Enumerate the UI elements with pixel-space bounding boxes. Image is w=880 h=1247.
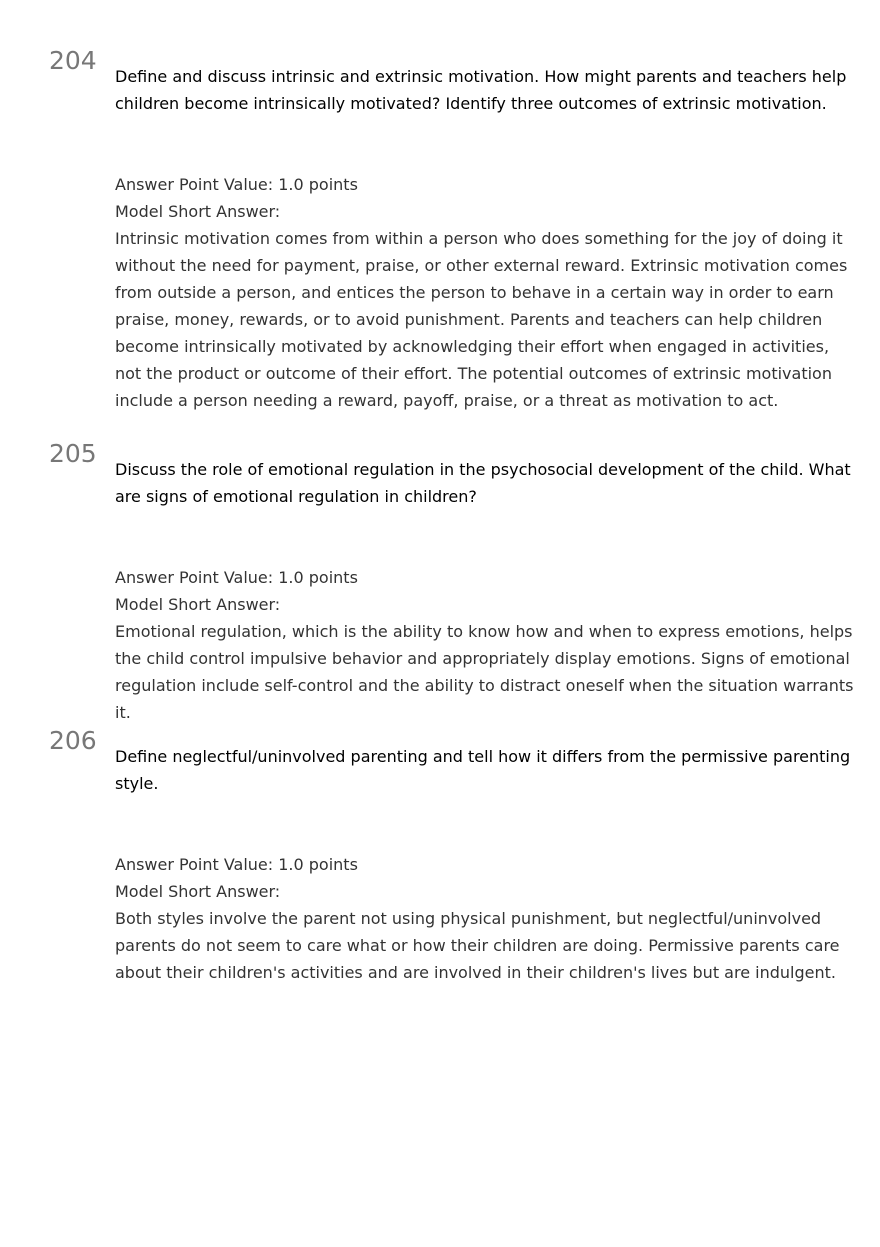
model-short-answer-text: Emotional regulation, which is the ability to know how and when to express emotions, helps the child control impulsive behavior and appropriately display emotions. Signs of emotional regulation include self-control and the ability to distract oneself when the situation warrants it. xyxy=(115,622,854,722)
question-body xyxy=(115,63,855,414)
model-short-answer-text: Intrinsic motivation comes from within a person who does something for the joy of doing it without the need for payment, praise, or other external reward. Extrinsic motivation comes from outside a person, and entices the person to behave in a certain way in order to earn praise, money, rewards, or to avoid punishment. Parents and teachers can help children become intrinsically motivated by acknowledging their effort when engaged in activities, not the product or outcome of their effort. The potential outcomes of extrinsic motivation include a person needing a reward, payoff, praise, or a threat as motivation to act. xyxy=(115,229,848,410)
question-text: Define and discuss intrinsic and extrinsic motivation. How might parents and teachers help children become intrinsically motivated? Identify three outcomes of extrinsic motivation. xyxy=(115,67,847,113)
model-short-answer-text: Both styles involve the parent not using physical punishment, but neglectful/uninvolved parents do not seem to care what or how their children are doing. Permissive parents care about their children's activities and are involved in their children's lives but are indulgent. xyxy=(115,909,840,982)
question-number: 206 xyxy=(49,726,97,755)
answer-point-value: Answer Point Value: 1.0 points xyxy=(115,175,358,194)
answer-point-value: Answer Point Value: 1.0 points xyxy=(115,568,358,587)
answer-block xyxy=(115,564,855,726)
answer-block xyxy=(115,851,855,986)
question-number: 205 xyxy=(49,439,97,468)
question-number: 204 xyxy=(49,46,97,75)
model-short-answer-label: Model Short Answer: xyxy=(115,882,281,901)
answer-point-value: Answer Point Value: 1.0 points xyxy=(115,855,358,874)
question-text: Discuss the role of emotional regulation in the psychosocial development of the child. What are signs of emotional regulation in children? xyxy=(115,460,851,506)
model-short-answer-label: Model Short Answer: xyxy=(115,595,281,614)
question-body xyxy=(115,743,855,986)
question-text: Define neglectful/uninvolved parenting and tell how it differs from the permissive parenting style. xyxy=(115,747,851,793)
answer-block xyxy=(115,171,855,414)
question-body xyxy=(115,456,855,726)
model-short-answer-label: Model Short Answer: xyxy=(115,202,281,221)
